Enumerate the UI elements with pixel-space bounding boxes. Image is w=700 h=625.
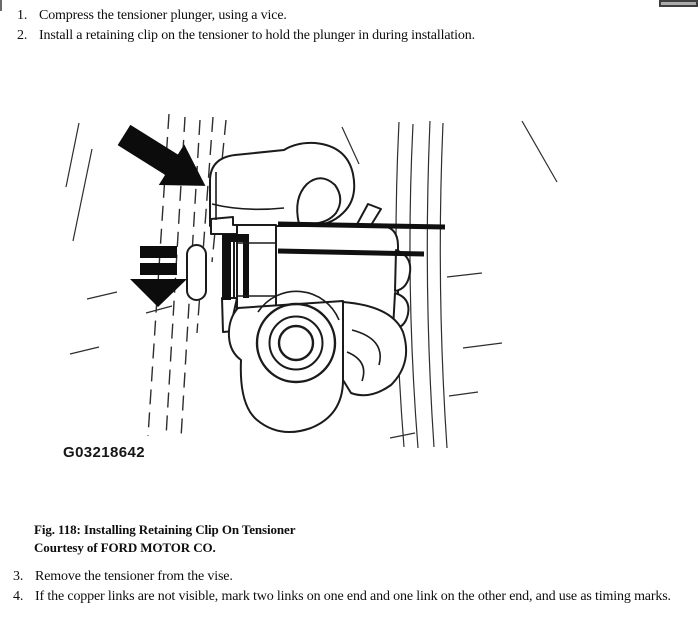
step-text: Install a retaining clip on the tensioner to hold the plunger in during installation. xyxy=(39,28,475,43)
step-item xyxy=(13,567,671,587)
step-text: Compress the tensioner plunger, using a vice. xyxy=(39,8,287,23)
tensioner-drawing xyxy=(187,143,410,432)
figure-caption-title: Fig. 118: Installing Retaining Clip On Tensioner xyxy=(34,522,296,537)
scan-edge-artifact xyxy=(0,0,2,11)
step-text: Remove the tensioner from the vise. xyxy=(35,569,233,584)
scrollbar-fragment[interactable] xyxy=(659,0,698,7)
step-number: 2. xyxy=(17,28,28,43)
procedure-steps-bottom xyxy=(13,567,671,607)
figure-caption xyxy=(34,521,295,556)
step-number: 4. xyxy=(13,589,24,604)
procedure-steps-top xyxy=(17,6,475,46)
step-number: 3. xyxy=(13,569,24,584)
step-item xyxy=(17,6,475,26)
step-item xyxy=(17,26,475,46)
step-number: 1. xyxy=(17,8,28,23)
figure-id-label: G03218642 xyxy=(63,444,146,461)
step-text: If the copper links are not visible, mark two links on one end and one link on the other end, and use as timing marks. xyxy=(35,589,671,604)
figure-caption-credit: Courtesy of FORD MOTOR CO. xyxy=(34,539,216,555)
solid-diagonal-arrow-icon xyxy=(111,115,218,207)
tensioner-figure xyxy=(0,100,700,452)
step-item xyxy=(13,587,671,607)
